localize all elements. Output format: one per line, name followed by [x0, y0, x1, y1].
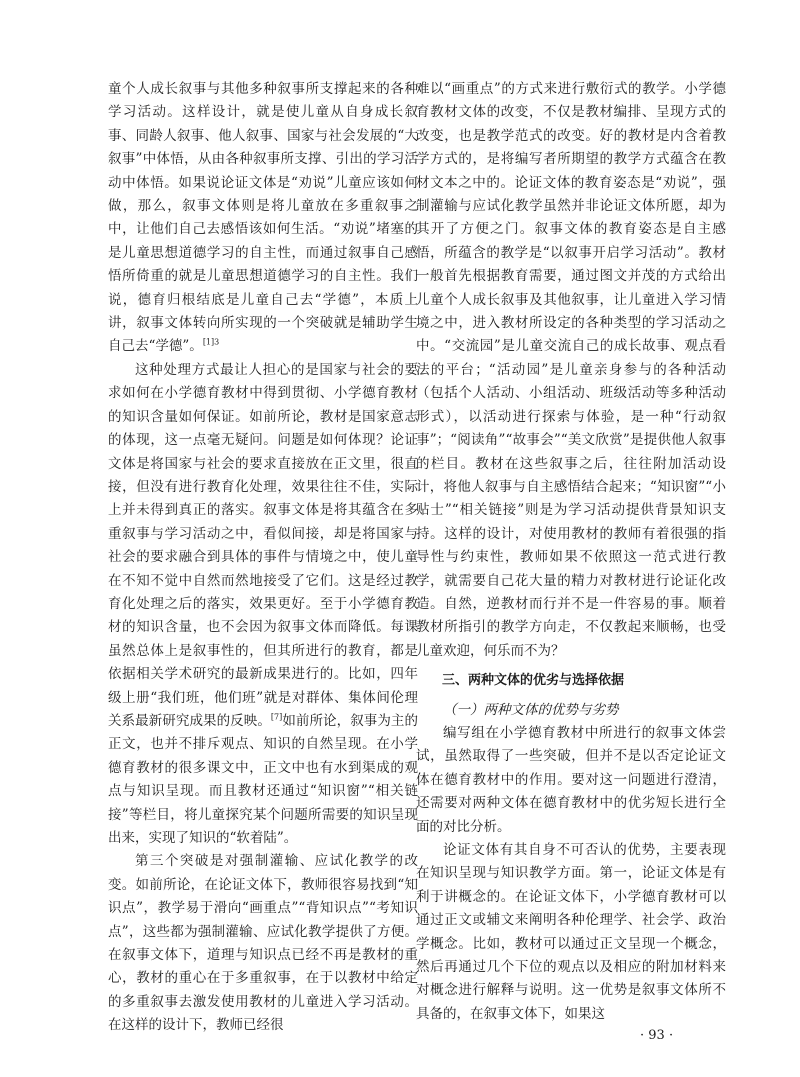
right-paragraph-3: 论证文体有其自身不可否认的优势，主要表现在知识呈现与知识教学方面。第一，论证文体是有利于讲概念的。在论证文体下，小学德育教材可以通过正文或辅文来阐明各种伦理学、社会学、政治学概念。比如，教材可以通过正文呈现一个概念，然后再通过几个下位的观点以及相应的附加材料来对概念进行解释与说明。这一优势是叙事文体所不具备的，在叙事文体下，如果这 [416, 842, 726, 1022]
left-paragraph-2 [108, 359, 418, 851]
left-paragraph-1 [108, 78, 418, 359]
left-paragraph-1-text: 童个人成长叙事与其他多种叙事所支撑起来的各种学习活动。这样设计，就是使儿童从自身成长叙事、同龄人叙事、他人叙事、国家与社会发展的“大叙事”中体悟，从由各种叙事所支撑、引出的学习活动中体悟。如果说论证文体是“劝说”儿童应该如何做，那么，叙事文体则是将儿童放在多重叙事之中，让他们自己去感悟该如何生活。“劝说”堵塞的是儿童思想道德学习的自主性，而通过叙事自己感悟所倚重的就是儿童思想道德学习的自主性。我们说，德育归根结底是儿童自己去“学德”，本质上讲，叙事文体转向所实现的一个突破就是辅助学生自己去“学德”。 [108, 81, 418, 355]
left-paragraph-2-text-b: 如前所论，叙事为主的正文，也并不排斥观点、知识的自然呈现。在小学德育教材的很多课文中，正文中也有水到渠成的观点与知识呈现。而且教材还通过“知识窗”“相关链接”等栏目，将儿童探究某个问题所需要的知识呈现出来，实现了知识的“软着陆”。 [108, 712, 419, 846]
citation-7: [7] [270, 712, 283, 722]
right-paragraph-2: 编写组在小学德育教材中所进行的叙事文体尝试，虽然取得了一些突破，但并不是以否定论证文体在德育教材中的作用。要对这一问题进行澄清，还需要对两种文体在德育教材中的优劣短长进行全面的对比分析。 [416, 724, 726, 835]
left-paragraph-2-text-a: 这种处理方式最让人担心的是国家与社会的要求如何在小学德育教材中得到贯彻、小学德育教材的知识含量如何保证。如前所论，教材是国家意志的体现，这一点毫无疑问。问题是如何体现？论证文体是将国家与社会的要求直接放在正文里，很直接，但没有进行教育化处理，效果往往不佳，实际上并未得到真正的落实。叙事文体是将其蕴含在多重叙事与学习活动之中，看似间接，却是将国家与社会的要求融合到具体的事件与情境之中，使儿童在不知不觉中自然而然地接受了它们。这是经过教育化处理之后的落实，效果更好。至于小学德育教材的知识含量，也不会因为叙事文体而降低。每课虽然总体上是叙事性的，但其所进行的教育，都是依据相关学术研究的最新成果进行的。比如，四年级上册“我们班，他们班”就是对群体、集体间伦理关系最新研究成果的反映。 [108, 361, 418, 729]
left-paragraph-3: 第三个突破是对强制灌输、应试化教学的改变。如前所论，在论证文体下，教师很容易找到“知识点”，教学易于滑向“画重点”“背知识点”“考知识点”，这些都为强制灌输、应试化教学提供了方便。在叙事文体下，道理与知识点已经不再是教材的重心，教材的重心在于多重叙事，在于以教材中给定的多重叙事去激发使用教材的儿童进入学习活动。在这样的设计下，教师已经很 [108, 853, 418, 1034]
right-paragraph-1: 难以“画重点”的方式来进行敷衍式的教学。小学德育教材文体的改变，不仅是教材编排、呈现方式的改变，也是教学范式的改变。好的教材是内含着教学方式的，是将编写者所期望的教学方式蕴含在教材文本之中的。论证文体的教育姿态是“劝说”，强制灌输与应试化教学虽然并非论证文体所愿，却为其开了方便之门。叙事文体的教育姿态是自主感悟，所蕴含的教学是“以叙事开启学习活动”。教材一般首先根据教育需要，通过图文并茂的方式给出儿童个人成长叙事及其他叙事，让儿童进入学习情境之中，进入教材所设定的各种类型的学习活动之中。“交流园”是儿童交流自己的成长故事、观点看法的平台；“活动园”是儿童亲身参与的各种活动（包括个人活动、小组活动、班级活动等多种活动形式），以活动进行探索与体验，是一种“行动叙事”；“阅读角”“故事会”“美文欣赏”是提供他人叙事的栏目。教材在这些叙事之后，往往附加活动设计，将他人叙事与自主感悟结合起来；“知识窗”“小贴士”“相关链接”则是为学习活动提供背景知识支持。这样的设计，对使用教材的教师有着很强的指导性与约束性，教师如果不依照这一范式进行教学，就需要自己花大量的精力对教材进行论证化改造。自然，逆教材而行并不是一件容易的事。顺着教材所指引的教学方向走，不仅教起来顺畅，也受儿童欢迎，何乐而不为？ [416, 81, 726, 659]
right-column [416, 78, 726, 1026]
section-heading: 三、两种文体的优劣与选择依据 [442, 673, 625, 689]
page-number: · 93 · [640, 1028, 674, 1043]
left-column [108, 78, 418, 1038]
citation-1: [1]3 [202, 337, 220, 347]
subsection-heading: （一）两种文体的优势与劣势 [443, 701, 619, 718]
